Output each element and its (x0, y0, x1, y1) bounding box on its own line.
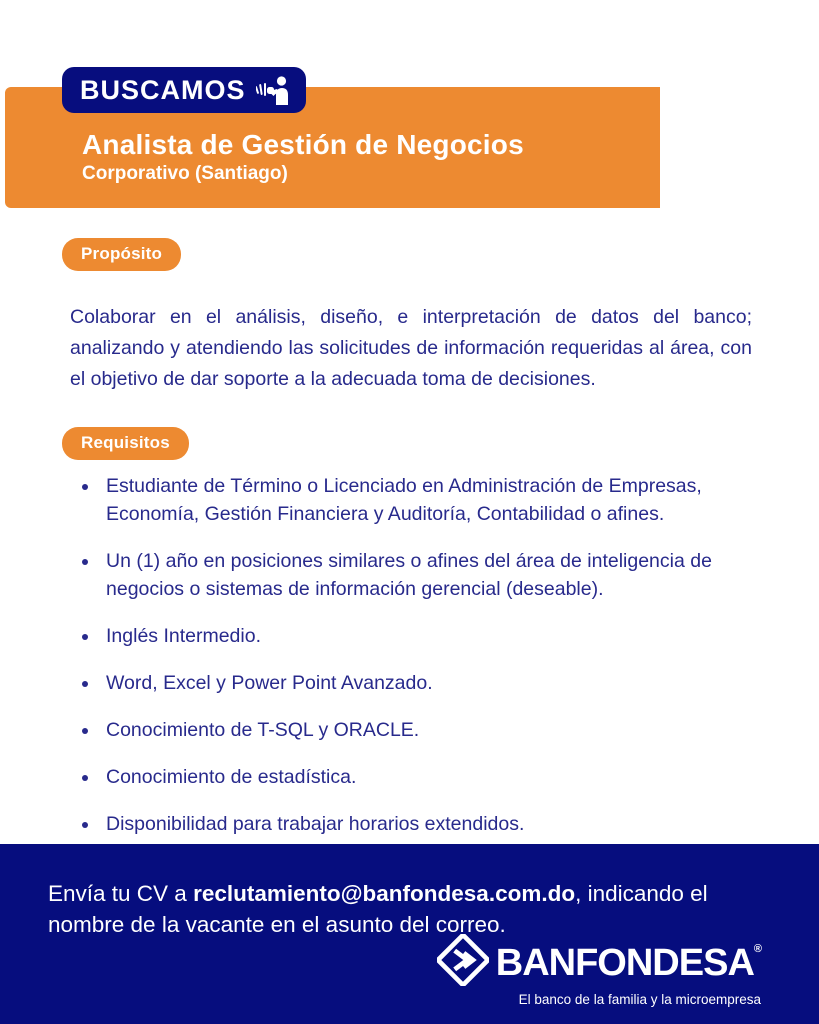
footer-band (0, 844, 819, 1024)
requisito-item: • Conocimiento de estadística. (100, 763, 760, 791)
requisito-item: • Conocimiento de T-SQL y ORACLE. (100, 716, 760, 744)
section-pill-proposito (62, 238, 181, 271)
requisito-item: • Inglés Intermedio. (100, 622, 760, 650)
contact-prefix: Envía tu CV a (48, 880, 194, 906)
buscamos-label: BUSCAMOS (80, 74, 246, 105)
job-title: Analista de Gestión de Negocios (82, 129, 524, 160)
announcer-icon (256, 75, 290, 105)
logo-tagline: El banco de la familia y la microempresa (518, 992, 761, 1007)
recruitment-email[interactable]: reclutamiento@banfondesa.com.do (193, 880, 576, 906)
banfondesa-logo (437, 934, 761, 1007)
contact-instruction (48, 878, 776, 940)
requisitos-list (80, 472, 760, 857)
requisito-item: • Un (1) año en posiciones similares o afines del área de inteligencia de negocios o sistemas de información gerencial (deseable). (100, 547, 760, 603)
proposito-text: Colaborar en el análisis, diseño, e interpretación de datos del banco; analizando y atendiendo las solicitudes de información requeridas al área, con el objetivo de dar soporte a la adecuada toma de decisiones. (70, 305, 752, 390)
contact-suffix: , indicando el nombre de la vacante en el asunto del correo. (48, 880, 708, 937)
requisito-item: • Estudiante de Término o Licenciado en Administración de Empresas, Economía, Gestión Financiera y Auditoría, Contabilidad o afines. (100, 472, 760, 528)
registered-trademark-symbol: ® (753, 942, 761, 955)
banfondesa-diamond-icon (437, 934, 489, 991)
buscamos-badge (62, 67, 306, 113)
logo-wordmark: BANFONDESA® (495, 941, 761, 984)
requisitos-label: Requisitos (81, 433, 170, 452)
job-location: Corporativo (Santiago) (82, 163, 288, 184)
proposito-label: Propósito (81, 244, 163, 263)
requisito-item: • Word, Excel y Power Point Avanzado. (100, 669, 760, 697)
requisito-item: • Disponibilidad para trabajar horarios extendidos. (100, 810, 760, 838)
section-pill-requisitos (62, 427, 189, 460)
